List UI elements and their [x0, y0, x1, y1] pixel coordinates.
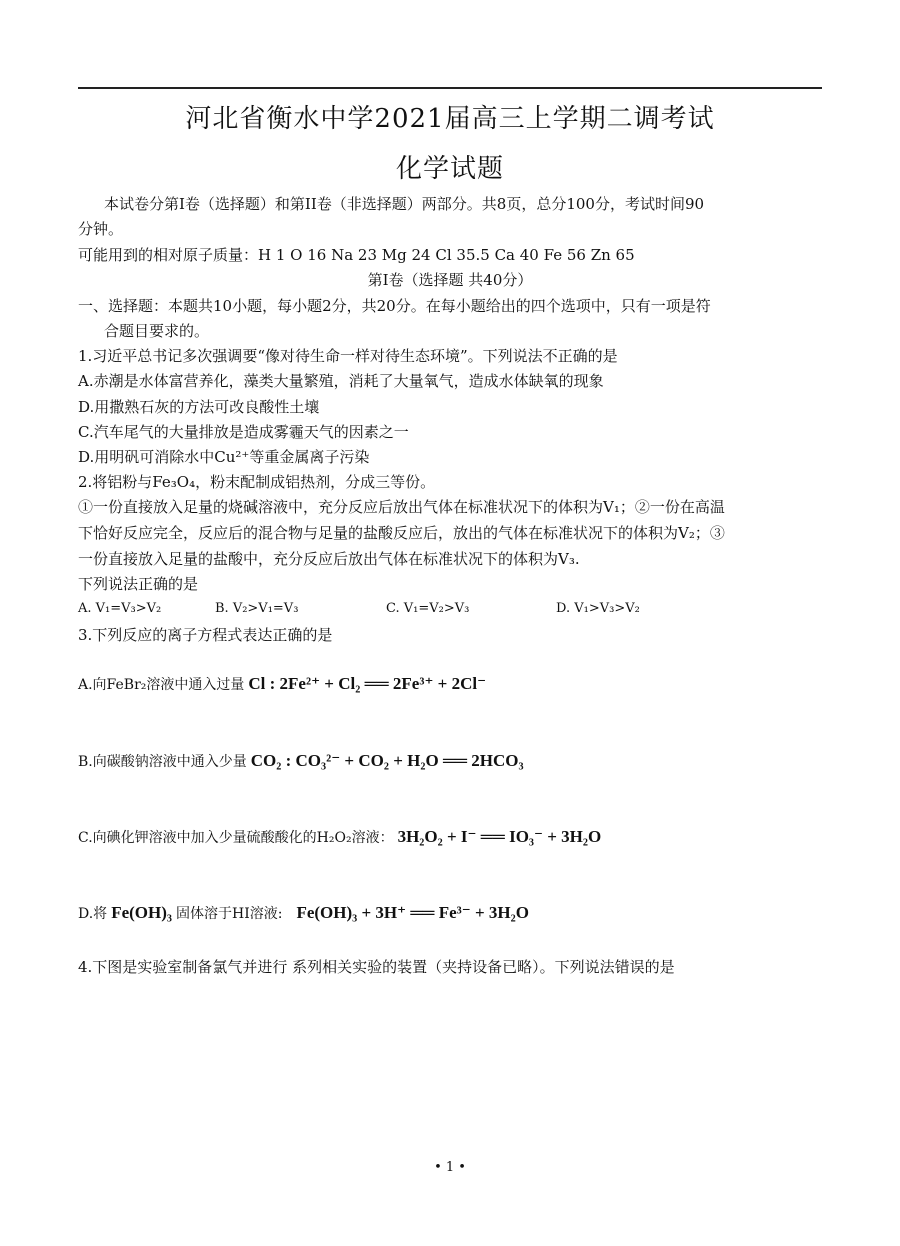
q2-option-b: B. V₂>V₁=V₃	[215, 601, 299, 616]
q2-option-c: C. V₁=V₂>V₃	[386, 601, 470, 616]
q3-stem: 3.下列反应的离子方程式表达正确的是	[78, 626, 333, 644]
q3-option-b-equation: CO₂ : CO₃²⁻ + CO₂ + H₂O ══ 2HCO₃	[250, 751, 524, 770]
page-number: • 1 •	[434, 1160, 466, 1175]
q3-option-c	[78, 827, 601, 847]
q1-option-d: D.用明矾可消除水中Cu²⁺等重金属离子污染	[78, 448, 370, 466]
q3-option-b	[78, 751, 524, 771]
atomic-masses: 可能用到的相对原子质量：H 1 O 16 Na 23 Mg 24 Cl 35.5 Ca 40 Fe 56 Zn 65	[78, 246, 635, 264]
q1-option-c: C.汽车尾气的大量排放是造成雾霾天气的因素之一	[78, 423, 409, 441]
q3-option-d	[78, 903, 529, 923]
q3-option-a-text: A.向FeBr₂溶液中通入过量	[78, 677, 245, 693]
q3-option-a-equation: Cl : 2Fe²⁺ + Cl₂ ══ 2Fe³⁺ + 2Cl⁻	[248, 674, 487, 693]
q1-option-a: A.赤潮是水体富营养化，藻类大量繁殖，消耗了大量氧气，造成水体缺氧的现象	[78, 372, 604, 390]
intro-line-1: 本试卷分第I卷（选择题）和第II卷（非选择题）两部分。共8页，总分100分，考试时间90	[104, 195, 705, 213]
q3-option-d-text: D.将	[78, 906, 108, 922]
q4-stem: 4.下图是实验室制备氯气并进行 系列相关实验的装置（夹持设备已略）。下列说法错误的是	[78, 958, 675, 976]
q3-option-c-equation: 3H₂O₂ + I⁻ ══ IO₃⁻ + 3H₂O	[397, 827, 602, 846]
q3-option-d-formula: Fe(OH)₃	[111, 903, 172, 922]
q2-option-a: A. V₁=V₃>V₂	[78, 601, 162, 616]
q3-option-c-text: C.向碘化钾溶液中加入少量硫酸酸化的H₂O₂溶液：	[78, 830, 394, 846]
q2-body-1: ①一份直接放入足量的烧碱溶液中，充分反应后放出气体在标准状况下的体积为V₁；②一份在高温	[78, 498, 725, 516]
q3-option-b-text: B.向碳酸钠溶液中通入少量	[78, 754, 247, 770]
q2-stem: 2.将铝粉与Fe₃O₄，粉末配制成铝热剂，分成三等份。	[78, 473, 436, 491]
q1-stem: 1.习近平总书记多次强调要“像对待生命一样对待生态环境”。下列说法不正确的是	[78, 347, 618, 365]
page-title: 河北省衡水中学2021届高三上学期二调考试	[185, 104, 715, 134]
q3-option-d-equation: Fe(OH)₃ + 3H⁺ ══ Fe³⁻ + 3H₂O	[296, 903, 529, 922]
q2-prompt: 下列说法正确的是	[78, 575, 199, 593]
top-rule	[78, 87, 822, 89]
section-heading-2: 合题目要求的。	[104, 322, 210, 340]
part-title: 第I卷（选择题 共40分）	[367, 271, 533, 289]
q2-option-d: D. V₁>V₃>V₂	[556, 601, 640, 616]
page-subtitle: 化学试题	[395, 154, 504, 184]
q3-option-d-text-2: 固体溶于HI溶液:	[175, 906, 283, 922]
q2-body-2: 下恰好反应完全，反应后的混合物与足量的盐酸反应后，放出的气体在标准状况下的体积为V₂；③	[78, 524, 725, 542]
q1-option-b: D.用撒熟石灰的方法可改良酸性土壤	[78, 398, 320, 416]
q2-body-3: 一份直接放入足量的盐酸中，充分反应后放出气体在标准状况下的体积为V₃.	[78, 550, 580, 568]
q3-option-a	[78, 674, 486, 694]
section-heading-1: 一、选择题：本题共10小题，每小题2分，共20分。在每小题给出的四个选项中，只有一项是符	[78, 297, 711, 315]
intro-line-2: 分钟。	[78, 220, 124, 238]
